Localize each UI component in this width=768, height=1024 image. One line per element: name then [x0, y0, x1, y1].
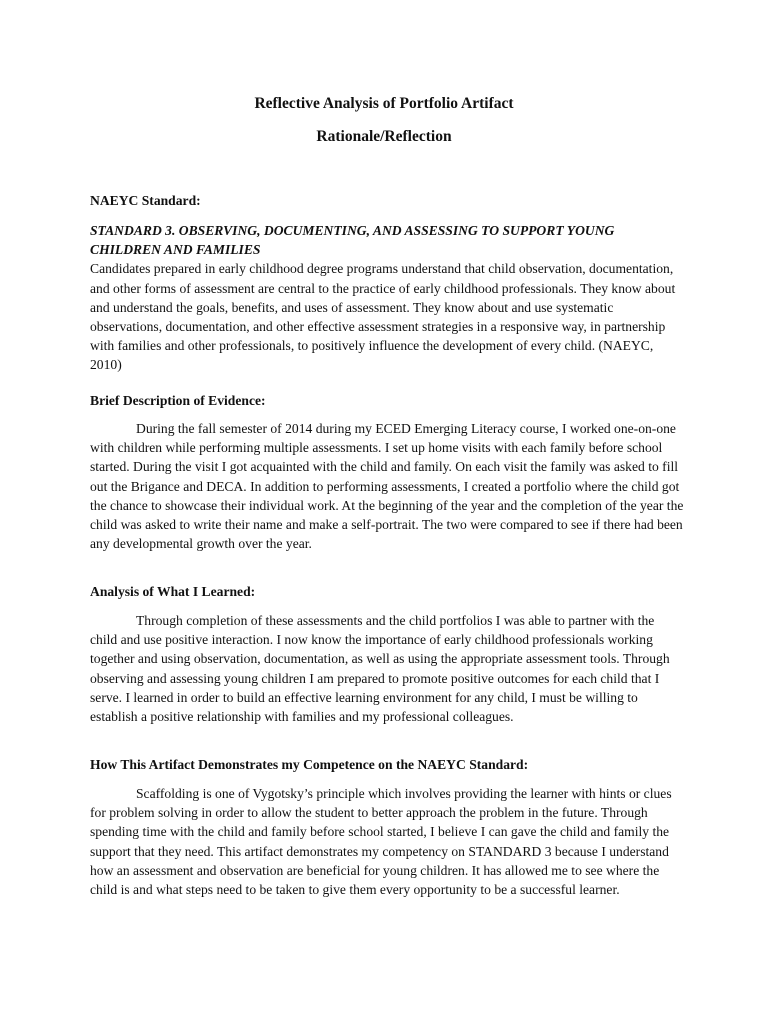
evidence-section: [90, 391, 684, 410]
document-title: Reflective Analysis of Portfolio Artifact: [254, 95, 514, 112]
standard-body: [90, 221, 684, 375]
standard-text: Candidates prepared in early childhood degree programs understand that child observation, documentation, and other forms of assessment are central to the practice of early childhood professionals. They know about and understand the goals, benefits, and uses of assessment. They know about and use systematic observations, documentation, and other effective assessment strategies in a responsive way, in partnership with families and other professionals, to positively influence the development of every child. (NAEYC, 2010): [90, 261, 676, 373]
competence-body: [90, 784, 684, 899]
learned-heading: Analysis of What I Learned:: [90, 584, 256, 599]
evidence-heading: Brief Description of Evidence:: [90, 393, 266, 408]
competence-section: [90, 755, 684, 774]
learned-section: [90, 582, 684, 601]
competence-heading: How This Artifact Demonstrates my Competence on the NAEYC Standard:: [90, 757, 529, 772]
standard-title: STANDARD 3. OBSERVING, DOCUMENTING, AND ASSESSING TO SUPPORT YOUNG CHILDREN AND FAMILIES: [90, 223, 615, 258]
learned-text: Through completion of these assessments and the child portfolios I was able to partner with the child and use positive interaction. I now know the importance of early childhood professionals working together and using observation, documentation, as well as using the appropriate assessment tools. Through observing and assessing young children I am prepared to promote positive outcomes for each child that I serve. I learned in order to build an effective learning environment for any child, I must be willing to establish a positive relationship with families and my professional colleagues.: [90, 613, 670, 725]
competence-text: Scaffolding is one of Vygotsky’s principle which involves providing the learner with hints or clues for problem solving in order to allow the student to better approach the problem in the future. Through spending time with the child and family before school started, I believe I can gave the child and family the support that they need. This artifact demonstrates my competency on STANDARD 3 because I understand how an assessment and observation are beneficial for young children. It has allowed me to see where the child is and what steps need to be taken to give them every opportunity to be a successful learner.: [90, 786, 672, 898]
learned-body: [90, 611, 684, 726]
evidence-body: [90, 419, 684, 553]
document-subtitle: Rationale/Reflection: [316, 128, 452, 145]
standard-section: [90, 191, 684, 210]
evidence-text: During the fall semester of 2014 during my ECED Emerging Literacy course, I worked one-on-one with children while performing multiple assessments. I set up home visits with each family before school started. During the visit I got acquainted with the child and family. On each visit the family was asked to fill out the Brigance and DECA. In addition to performing assessments, I created a portfolio where the child got the chance to showcase their individual work. At the beginning of the year and the completion of the year the child was asked to write their name and make a self-portrait. The two were compared to see if there had been any developmental growth over the year.: [90, 421, 684, 552]
standard-heading: NAEYC Standard:: [90, 193, 201, 208]
